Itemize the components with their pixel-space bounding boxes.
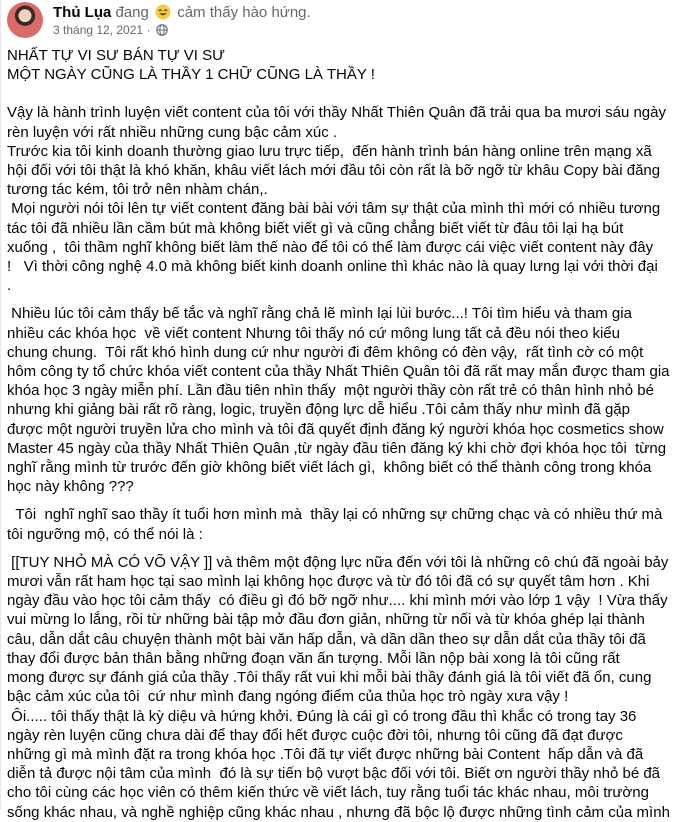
body-line: câu, dẫn dắt câu chuyện thành một bài văn hấp dẫn, và dần dần theo sự dẫn dắt của thầy tôi đã	[7, 630, 646, 648]
body-line: sống khác nhau, và nghề nghiệp cũng khác nhau , nhưng đã bộc lộ được những tình cảm của mình	[7, 803, 670, 821]
status-prefix: đang	[115, 4, 149, 21]
body-line: khóa học 3 ngày miễn phí. Lần đầu tiên nhìn thấy một người thầy còn rất trẻ có thân hình nhỏ bé	[7, 382, 654, 400]
body-line: rèn luyện với rất nhiều những cung bậc cảm xúc .	[7, 123, 338, 141]
body-line: nhưng khi giảng bài rất rõ ràng, logic, truyền động lực dễ hiểu .Tôi cảm thấy như mình đã gặp	[7, 401, 630, 419]
smiling-face-icon	[155, 4, 171, 20]
body-line: .	[7, 277, 12, 295]
body-line: những gì mà mình đặt ra trong khóa học .Tôi đã tự viết được những bài Content hấp dẫn và đã	[7, 745, 644, 763]
author-name[interactable]: Thủ Lụa	[53, 4, 112, 21]
body-line: Master 45 ngày của thầy Nhất Thiên Quân ,từ ngày đầu tiên đăng ký khi chờ đợi khóa học tôi từng	[7, 439, 667, 457]
post-header	[1, 0, 677, 42]
post-title-line: NHẤT TỰ VI SƯ BÁN TỰ VI SƯ	[7, 47, 225, 64]
body-line: tương tác kém, tôi trở nên nhàm chán,.	[7, 181, 268, 199]
body-line: thay đổi được bản thân bằng những đoạn văn ấn tượng. Mỗi lần nộp bài xong là tôi cũng rất	[7, 649, 620, 667]
body-line: nghĩ rằng mình từ trước đến giờ không biết viết lách gì, không biết có thể thành công trong khóa	[7, 459, 652, 477]
author-line	[53, 3, 311, 22]
body-line: Vậy là hành trình luyện viết content của tôi với thầy Nhất Thiên Quân đã trải qua ba mươi sáu ngày	[7, 104, 666, 122]
body-line: được một người truyền lửa cho mình và tôi đã quyết định đăng ký người khóa học cosmetics show	[7, 420, 664, 438]
body-line: tác tôi đã nhiều lần cầm bút mà không biết viết gì và cũng chẳng biết viết từ đâu tôi lại hạ bút	[7, 219, 624, 237]
body-line: Mọi người nói tôi lên tự viết content đăng bài bài với tâm sự thật của mình thì mới có nhiều tương	[7, 200, 661, 218]
post-title-line: MỘT NGÀY CŨNG LÀ THẦY 1 CHỮ CŨNG LÀ THẦY !	[7, 66, 375, 84]
body-line: Tôi nghĩ nghĩ sao thầy ít tuổi hơn mình mà thầy lại có những sự chững chạc và có nhiều thứ mà	[7, 506, 663, 524]
status-feeling: cảm thấy hào hứng.	[177, 4, 311, 21]
body-line: ngày rèn luyện cũng chưa dài để thay đổi hết được cuộc đời tôi, nhưng tôi cũng đã đạt được	[7, 726, 623, 744]
post-date[interactable]: 3 tháng 12, 2021	[53, 23, 144, 37]
body-line: hôm công ty tổ chức khóa viết content của thầy Nhất Thiên Quân tôi đã rất may mắn được tham gia	[7, 363, 670, 381]
body-line: Ôi..... tôi thấy thật là kỳ diệu và hứng khởi. Đúng là cái gì có trong đầu thì khắc có trong tay 36	[7, 707, 637, 725]
body-line: mươi vẫn rất ham học tại sao mình lại không học được và từ đó tôi đã có sự quyết tâm hơn . Khi	[7, 573, 650, 591]
body-line: ngày đầu vào học tôi cảm thấy có điều gì đó bỡ ngỡ như.... khi mình mới vào lớp 1 vậy ! Vừa thấy	[7, 592, 668, 610]
body-line: Nhiều lúc tôi cảm thấy bế tắc và nghĩ rằng chả lẽ mình lại lùi bước...! Tôi tìm hiểu và tham gia	[7, 305, 632, 323]
post-meta	[53, 23, 168, 38]
body-line: ! Vì thời công nghệ 4.0 mà không biết kinh doanh online thì khác nào là quay lưng lại với thời đại	[7, 258, 658, 276]
body-line: hội đối với tôi thật là khó khăn, khâu viết lách mới đầu tôi còn rất là bỡ ngỡ từ khâu Copy bài đăng	[7, 162, 661, 180]
meta-separator: ·	[146, 23, 151, 37]
body-line: nhiều các khóa học về viết content Nhưng tôi thấy nó cứ mông lung tất cả đều nói theo kiểu	[7, 324, 620, 342]
avatar[interactable]	[7, 2, 43, 38]
body-line: học này không ???	[7, 478, 134, 496]
body-line: tôi ngưỡng mộ, có thể nói là :	[7, 525, 203, 543]
post-body	[7, 46, 672, 822]
body-line: cho tôi cùng các học viên có thêm kiến thức về viết lách, tuy rằng tuổi tác khác nhau, môi trường	[7, 784, 649, 802]
body-line: [[TUY NHỎ MÀ CÓ VÕ VẬY ]] và thêm một động lực nữa đến với tôi là những cô chú đã ngoài bảy	[7, 553, 669, 571]
body-line: vui mừng lo lắng, rồi từ những bài tập mở đầu đơn giản, những từ nối và từ khóa ghép lại thành	[7, 611, 645, 629]
body-line: bậc cảm xúc của tôi cứ như mình đang ngóng điểm của thủa học trò ngày xưa vậy !	[7, 688, 569, 706]
globe-icon[interactable]	[156, 24, 168, 36]
body-line: Trước kia tôi kinh doanh thường giao lưu trực tiếp, đến hành trình bán hàng online trên mạng xã	[7, 142, 652, 160]
body-line: chung chung. Tôi rất khó hình dung cứ như người đi đêm không có đèn vậy, rất tình cờ có một	[7, 343, 644, 361]
body-line: diễn tả được nội tâm của mình đó là sự tiến bộ vượt bậc đối với tôi. Biết ơn người thầy nhỏ bé đã	[7, 765, 661, 783]
body-line: xuống , tôi thầm nghĩ không biết làm thế nào để tôi có thể làm được cái việc viết content này đây	[7, 238, 654, 256]
body-line: mong được sự đánh giá của thầy .Tôi thấy rất vui khi mỗi bài thầy đánh giá là tôi viết đã ổn, cung	[7, 669, 652, 687]
